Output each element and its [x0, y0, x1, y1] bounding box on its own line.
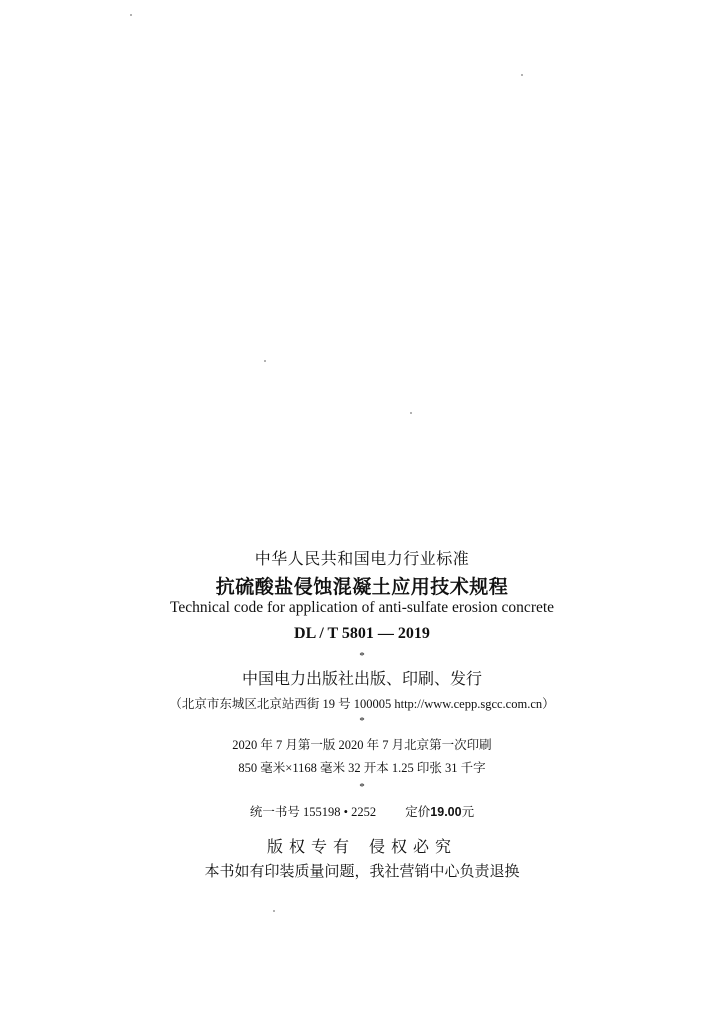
title-chinese: 抗硫酸盐侵蚀混凝土应用技术规程: [215, 576, 509, 598]
scan-speck: [130, 14, 132, 16]
publisher-address: （北京市东城区北京站西街 19 号 100005 http://www.cepp.sgcc.com.cn）: [169, 697, 555, 711]
rights-reserved: 版权专有: [266, 837, 355, 856]
scan-speck: [264, 360, 266, 362]
separator-star: *: [359, 650, 365, 662]
edition-info: 2020 年 7 月第一版 2020 年 7 月北京第一次印刷: [232, 738, 492, 752]
price-label: 定价: [405, 805, 431, 819]
scan-speck: [410, 412, 412, 414]
standard-code: DL / T 5801 — 2019: [294, 625, 430, 642]
scan-speck: [521, 74, 523, 76]
infringement-notice: 侵权必究: [369, 837, 458, 856]
book-number-line: [0, 802, 724, 820]
separator-star: *: [359, 781, 365, 793]
standard-category: 中华人民共和国电力行业标准: [254, 549, 470, 568]
publisher-line: 中国电力出版社出版、印刷、发行: [241, 669, 482, 688]
separator-star: *: [359, 715, 365, 727]
unified-book-number: 统一书号 155198 • 2252: [249, 805, 377, 819]
price: [405, 805, 474, 819]
price-unit: 元: [461, 805, 475, 819]
format-info: 850 毫米×1168 毫米 32 开本 1.25 印张 31 千字: [238, 761, 486, 775]
copyright-line: [0, 834, 724, 857]
title-english: Technical code for application of anti-sulfate erosion concrete: [169, 599, 555, 616]
scan-speck: [273, 910, 275, 912]
quality-notice: 本书如有印装质量问题，我社营销中心负责退换: [204, 862, 520, 880]
price-value: 19.00: [430, 805, 462, 819]
